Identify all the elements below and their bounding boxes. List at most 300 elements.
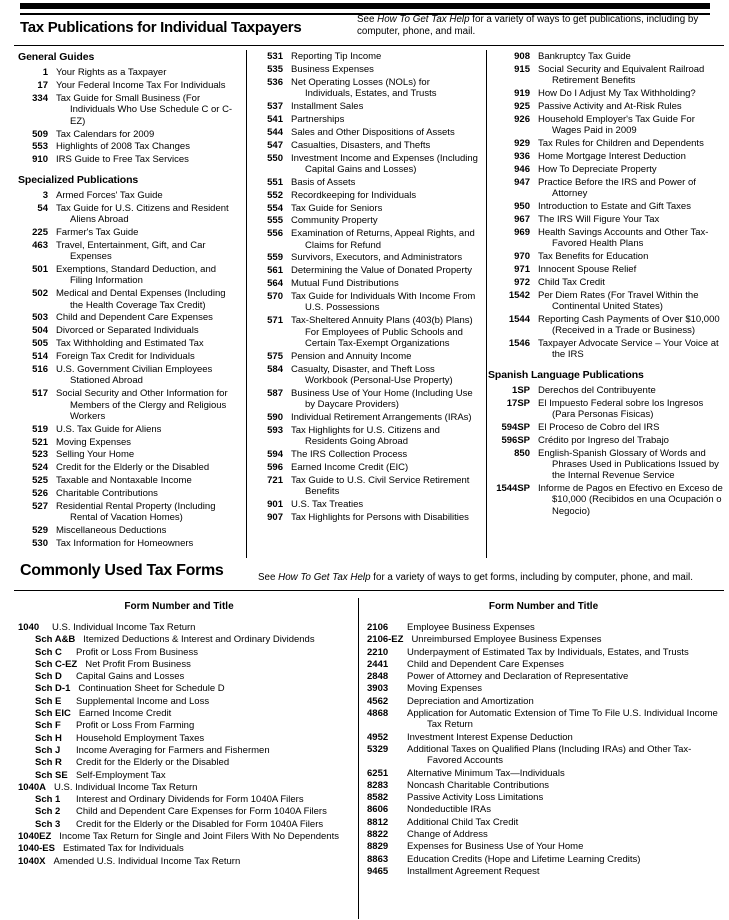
publication-item [253, 291, 479, 314]
form-item [18, 671, 346, 682]
publication-item [253, 51, 479, 62]
publication-item [488, 227, 726, 250]
publication-item [253, 388, 479, 411]
publication-item [488, 201, 726, 212]
publication-number: 551 [267, 176, 283, 188]
publication-number: 524 [32, 462, 48, 474]
publication-number: 1546 [508, 337, 530, 349]
form-number: 4562 [367, 695, 389, 707]
publication-item [253, 215, 479, 226]
publication-title: Miscellaneous Deductions [56, 525, 167, 537]
form-item [367, 647, 725, 658]
publications-column-1 [0, 51, 246, 551]
publication-number: 915 [514, 63, 530, 75]
note-italic-phrase: How To Get Tax Help [377, 14, 470, 25]
publication-number: 536 [267, 76, 283, 88]
publication-title: El Impuesto Federal sobre los Ingresos (Para Personas Fisicas) [538, 397, 704, 420]
publication-number: 850 [514, 447, 530, 459]
publication-number: 334 [32, 93, 48, 105]
publication-number: 54 [37, 202, 48, 214]
publication-number: 550 [267, 152, 283, 164]
publication-number: 587 [267, 387, 283, 399]
form-number: 8283 [367, 779, 389, 791]
publication-item [18, 424, 237, 435]
form-number: Sch F [35, 720, 61, 732]
form-number: 4868 [367, 708, 389, 720]
form-item [18, 622, 346, 633]
publication-item [18, 203, 237, 226]
form-title: Itemized Deductions & Interest and Ordinary Dividends [83, 634, 315, 646]
publication-title: Crédito por Ingreso del Trabajo [538, 434, 669, 446]
publication-number: 947 [514, 176, 530, 188]
form-number: Sch J [35, 744, 61, 756]
publication-item [488, 385, 726, 396]
form-number: Sch D-1 [35, 683, 71, 695]
publication-item [253, 153, 479, 176]
publication-title: U.S. Tax Treaties [291, 499, 364, 511]
form-number: 8606 [367, 804, 389, 816]
publication-number: 593 [267, 424, 283, 436]
form-item [367, 768, 725, 779]
publication-title: U.S. Tax Guide for Aliens [56, 423, 162, 435]
publication-item [253, 449, 479, 460]
publication-title: Basis of Assets [291, 176, 356, 188]
publication-number: 901 [267, 499, 283, 511]
form-number: Sch C [35, 646, 62, 658]
form-item [18, 720, 346, 731]
publication-item [488, 88, 726, 99]
forms-column-header-left: Form Number and Title [124, 601, 234, 612]
publication-item [488, 448, 726, 482]
publication-number: 526 [32, 488, 48, 500]
form-number: 8822 [367, 829, 389, 841]
publication-number: 547 [267, 139, 283, 151]
form-number: Sch 1 [35, 794, 61, 806]
publication-number: 1SP [512, 384, 530, 396]
publication-title: Pension and Annuity Income [291, 350, 412, 362]
publication-item [253, 512, 479, 523]
form-item [18, 782, 346, 793]
publication-number: 969 [514, 226, 530, 238]
publication-title: Foreign Tax Credit for Individuals [56, 351, 195, 363]
form-title: Investment Interest Expense Deduction [407, 731, 573, 743]
form-number: 1040 [18, 622, 40, 633]
publication-number: 571 [267, 315, 283, 327]
publication-number: 556 [267, 228, 283, 240]
publication-title: Tax Guide to U.S. Civil Service Retirement Benefits [291, 474, 470, 498]
publication-item [18, 129, 237, 140]
publication-number: 514 [32, 351, 48, 363]
form-title: Power of Attorney and Declaration of Representative [407, 671, 629, 683]
form-number: Sch C-EZ [35, 658, 78, 670]
publication-title: Recordkeeping for Individuals [291, 189, 417, 201]
form-item [18, 843, 346, 854]
publication-item [488, 177, 726, 200]
form-item [367, 841, 725, 852]
publication-title: English-Spanish Glossary of Words and Phrases Used in Publications Issued by the Internal Revenue Service [538, 447, 719, 482]
publication-title: Highlights of 2008 Tax Changes [56, 141, 190, 153]
publication-number: 1544 [508, 313, 530, 325]
publication-title: Per Diem Rates (For Travel Within the Continental United States) [538, 289, 699, 312]
publication-item [488, 164, 726, 175]
form-item [367, 854, 725, 865]
form-number: Sch 2 [35, 806, 61, 818]
publication-number: 970 [514, 250, 530, 262]
form-title: Child and Dependent Care Expenses [407, 658, 564, 670]
publication-title: Casualties, Disasters, and Thefts [291, 139, 431, 151]
publication-title: Tax-Sheltered Annuity Plans (403(b) Plans) For Employees of Public Schools and Certain Tax-Exempt Organizations [291, 315, 473, 349]
publication-title: Tax Withholding and Estimated Tax [56, 338, 204, 350]
publication-number: 552 [267, 189, 283, 201]
publication-title: Household Employer's Tax Guide For Wages Paid in 2009 [538, 113, 695, 137]
publication-number: 501 [32, 264, 48, 276]
form-number: 2106 [367, 622, 389, 633]
publication-title: Residential Rental Property (Including Rental of Vacation Homes) [56, 501, 216, 524]
publication-item [18, 227, 237, 238]
form-number: Sch EIC [35, 708, 71, 720]
publication-title: Tax Highlights for Persons with Disabilities [291, 512, 469, 524]
publication-title: Social Security and Other Information for Members of the Clergy and Religious Workers [56, 388, 228, 422]
publication-item [488, 64, 726, 87]
form-item [367, 792, 725, 803]
publication-item [18, 288, 237, 311]
form-number: Sch R [35, 757, 62, 769]
publication-title: Passive Activity and At-Risk Rules [538, 100, 682, 112]
publication-item [488, 314, 726, 337]
form-item [18, 683, 346, 694]
form-title: Underpayment of Estimated Tax by Individuals, Estates, and Trusts [407, 646, 689, 658]
publication-title: Social Security and Equivalent Railroad Retirement Benefits [538, 63, 705, 87]
publication-number: 967 [514, 213, 530, 225]
form-number: Sch E [35, 695, 62, 707]
form-title: Application for Automatic Extension of Time To File U.S. Individual Income Tax Return [407, 708, 718, 731]
form-item [367, 671, 725, 682]
publication-item [488, 114, 726, 137]
form-title: Installment Agreement Request [407, 865, 540, 877]
form-number: 8812 [367, 816, 389, 828]
publication-number: 519 [32, 423, 48, 435]
publication-title: Selling Your Home [56, 449, 135, 461]
form-number: Sch A&B [35, 634, 76, 646]
form-number: Sch 3 [35, 818, 61, 830]
publication-number: 555 [267, 215, 283, 227]
publications-list [0, 51, 729, 551]
publication-number: 926 [514, 113, 530, 125]
form-item [18, 806, 346, 817]
publication-number: 584 [267, 363, 283, 375]
form-number: 6251 [367, 767, 389, 779]
forms-list [0, 622, 729, 878]
form-title: Alternative Minimum Tax—Individuals [407, 767, 565, 779]
publication-title: Net Operating Losses (NOLs) for Individuals, Estates, and Trusts [291, 76, 437, 100]
note-prefix: See [357, 14, 378, 25]
publication-title: IRS Guide to Free Tax Services [56, 154, 189, 166]
publications-column-2 [246, 51, 486, 525]
publication-number: 936 [514, 150, 530, 162]
publication-item [18, 190, 237, 201]
note-italic-phrase: How To Get Tax Help [278, 572, 371, 583]
form-item [367, 804, 725, 815]
publication-title: Tax Guide for Small Business (For Individuals Who Use Schedule C or C-EZ) [56, 93, 233, 127]
publication-number: 505 [32, 338, 48, 350]
publication-title: Tax Calendars for 2009 [56, 128, 155, 140]
form-item [367, 817, 725, 828]
publication-item [488, 51, 726, 62]
form-title: Additional Taxes on Qualified Plans (Including IRAs) and Other Tax-Favored Accounts [407, 743, 692, 767]
publication-number: 463 [32, 239, 48, 251]
publication-title: Installment Sales [291, 100, 364, 112]
publication-number: 530 [32, 538, 48, 550]
publication-title: Business Use of Your Home (Including Use by Daycare Providers) [291, 387, 473, 411]
publication-title: Introduction to Estate and Gift Taxes [538, 200, 691, 212]
forms-column-2 [358, 622, 729, 878]
publication-number: 3 [42, 189, 48, 201]
publication-title: Farmer's Tax Guide [56, 227, 139, 239]
publication-title: Tax Guide for Individuals With Income From U.S. Possessions [291, 291, 476, 314]
form-item [18, 647, 346, 658]
publication-item [18, 312, 237, 323]
publication-title: Sales and Other Dispositions of Assets [291, 126, 455, 138]
publication-item [253, 351, 479, 362]
publication-number: 946 [514, 163, 530, 175]
publication-title: Health Savings Accounts and Other Tax-Favored Health Plans [538, 226, 709, 249]
form-title: Moving Expenses [407, 683, 482, 695]
publication-title: U.S. Government Civilian Employees Stationed Abroad [56, 364, 213, 387]
publication-number: 537 [267, 100, 283, 112]
form-title: Credit for the Elderly or the Disabled [76, 757, 230, 769]
publication-item [488, 264, 726, 275]
publication-title: Travel, Entertainment, Gift, and Car Expenses [56, 239, 206, 263]
publication-item [18, 338, 237, 349]
publication-item [488, 422, 726, 433]
publication-item [253, 252, 479, 263]
form-title: Amended U.S. Individual Income Tax Return [53, 855, 241, 867]
publication-title: Mutual Fund Distributions [291, 278, 399, 290]
publication-item [253, 278, 479, 289]
publication-item [18, 141, 237, 152]
publication-item [18, 462, 237, 473]
publication-number: 529 [32, 525, 48, 537]
form-title: Passive Activity Loss Limitations [407, 792, 544, 804]
form-title: Child and Dependent Care Expenses for Form 1040A Filers [76, 806, 327, 818]
publication-number: 504 [32, 325, 48, 337]
publication-item [253, 114, 479, 125]
form-item [18, 757, 346, 768]
publication-item [253, 101, 479, 112]
form-title: Estimated Tax for Individuals [62, 843, 184, 855]
form-title: Capital Gains and Losses [76, 671, 185, 683]
publication-title: Child Tax Credit [538, 276, 605, 288]
form-item [18, 745, 346, 756]
form-item [367, 732, 725, 743]
publication-item [253, 190, 479, 201]
publication-item [18, 488, 237, 499]
form-title: Additional Child Tax Credit [407, 816, 519, 828]
form-item [18, 733, 346, 744]
publication-title: Tax Highlights for U.S. Citizens and Residents Going Abroad [291, 424, 440, 448]
publication-title: Reporting Tip Income [291, 51, 382, 62]
publication-number: 503 [32, 312, 48, 324]
publication-number: 950 [514, 200, 530, 212]
forms-column-1 [0, 622, 358, 868]
form-number: 1040X [18, 855, 46, 867]
publication-title: The IRS Collection Process [291, 449, 408, 461]
publication-item [253, 499, 479, 510]
publication-title: The IRS Will Figure Your Tax [538, 213, 660, 225]
form-number: 8863 [367, 853, 389, 865]
publication-number: 971 [514, 263, 530, 275]
publication-number: 919 [514, 88, 530, 100]
form-item [18, 696, 346, 707]
form-number: 1040-ES [18, 843, 55, 855]
publication-number: 929 [514, 138, 530, 150]
form-item [18, 819, 346, 830]
publication-item [18, 364, 237, 387]
publication-title: Medical and Dental Expenses (Including the Health Coverage Tax Credit) [56, 288, 226, 311]
publication-item [488, 483, 726, 517]
publication-title: Divorced or Separated Individuals [56, 325, 199, 337]
publication-item [18, 325, 237, 336]
form-item [367, 708, 725, 731]
publication-item [253, 203, 479, 214]
form-item [367, 780, 725, 791]
form-item [18, 794, 346, 805]
form-number: 1040EZ [18, 831, 52, 843]
publication-item [488, 214, 726, 225]
publication-number: 535 [267, 63, 283, 75]
note-prefix: See [258, 572, 279, 583]
forms-column-headers [0, 601, 729, 612]
publication-number: 721 [267, 474, 283, 486]
publication-title: Credit for the Elderly or the Disabled [56, 462, 210, 474]
publication-item [253, 177, 479, 188]
publication-item [18, 525, 237, 536]
publication-number: 1544SP [496, 483, 530, 495]
publication-number: 594SP [501, 421, 530, 433]
form-title: Unreimbursed Employee Business Expenses [411, 634, 602, 646]
form-title: Depreciation and Amortization [407, 695, 534, 707]
form-number: Sch D [35, 671, 62, 683]
publication-title: Determining the Value of Donated Property [291, 265, 472, 277]
form-number: 4952 [367, 731, 389, 743]
publication-item [18, 501, 237, 524]
publication-number: 570 [267, 291, 283, 303]
publication-number: 590 [267, 412, 283, 424]
publication-item [253, 364, 479, 387]
publication-number: 972 [514, 276, 530, 288]
publication-item [253, 462, 479, 473]
publication-title: Child and Dependent Care Expenses [56, 312, 213, 324]
publication-title: Your Federal Income Tax For Individuals [56, 80, 226, 92]
publication-number: 525 [32, 475, 48, 487]
form-number: 2210 [367, 646, 389, 658]
pub-section-heading: Specialized Publications [18, 173, 139, 186]
publication-title: Community Property [291, 215, 378, 227]
publication-number: 17 [37, 80, 48, 92]
publication-number: 1 [42, 67, 48, 79]
publication-number: 521 [32, 436, 48, 448]
publication-title: Taxable and Nontaxable Income [56, 475, 192, 487]
publication-item [488, 251, 726, 262]
form-title: U.S. Individual Income Tax Return [54, 781, 198, 793]
publication-number: 516 [32, 364, 48, 376]
publication-item [253, 412, 479, 423]
publication-item [18, 475, 237, 486]
form-title: Change of Address [407, 829, 488, 841]
publication-item [18, 154, 237, 165]
publication-title: How Do I Adjust My Tax Withholding? [538, 88, 696, 100]
forms-note [258, 572, 724, 584]
publication-title: Survivors, Executors, and Administrators [291, 252, 463, 264]
publication-title: How To Depreciate Property [538, 163, 657, 175]
publication-title: Charitable Contributions [56, 488, 158, 500]
publication-number: 541 [267, 113, 283, 125]
publication-title: Moving Expenses [56, 436, 131, 448]
publication-title: Examination of Returns, Appeal Rights, and Claims for Refund [291, 228, 475, 251]
publications-note [357, 14, 723, 38]
form-item [18, 856, 346, 867]
publication-number: 910 [32, 154, 48, 166]
publication-number: 527 [32, 501, 48, 513]
publication-item [18, 240, 237, 263]
form-item [367, 659, 725, 670]
form-title: Profit or Loss From Business [76, 646, 198, 658]
form-number: 5329 [367, 743, 389, 755]
publication-item [253, 265, 479, 276]
form-title: Income Averaging for Farmers and Fishermen [76, 744, 270, 756]
form-title: Income Tax Return for Single and Joint Filers With No Dependents [59, 831, 339, 843]
publication-title: Innocent Spouse Relief [538, 263, 637, 275]
publication-number: 225 [32, 227, 48, 239]
form-item [367, 866, 725, 877]
publication-title: Individual Retirement Arrangements (IRAs) [291, 412, 472, 424]
form-item [367, 634, 725, 645]
publication-item [253, 228, 479, 251]
header-rule [14, 45, 724, 46]
form-title: Earned Income Credit [78, 708, 172, 720]
form-item [367, 683, 725, 694]
form-item [18, 770, 346, 781]
publication-number: 523 [32, 449, 48, 461]
form-number: 2848 [367, 671, 389, 683]
forms-rule [14, 590, 724, 591]
publication-item [18, 437, 237, 448]
publication-item [18, 93, 237, 127]
publication-item [488, 290, 726, 313]
publication-number: 596SP [501, 434, 530, 446]
publication-title: Informe de Pagos en Efectivo en Exceso de $10,000 (Recibidos en una Ocupación o Negocio) [538, 483, 723, 517]
publication-item [18, 264, 237, 287]
publication-item [18, 80, 237, 91]
form-title: Education Credits (Hope and Lifetime Learning Credits) [407, 853, 641, 865]
publication-title: Partnerships [291, 113, 345, 125]
form-title: Employee Business Expenses [407, 622, 535, 633]
form-number: 8582 [367, 792, 389, 804]
publication-number: 17SP [506, 397, 530, 409]
publication-title: Home Mortgage Interest Deduction [538, 150, 686, 162]
form-title: Nondeductible IRAs [407, 804, 491, 816]
publication-number: 544 [267, 126, 283, 138]
form-item [367, 622, 725, 633]
publication-number: 554 [267, 202, 283, 214]
form-title: Supplemental Income and Loss [76, 695, 210, 707]
pub-section-heading: Spanish Language Publications [488, 368, 644, 381]
form-item [18, 831, 346, 842]
publication-number: 502 [32, 288, 48, 300]
form-number: 3903 [367, 683, 389, 695]
publication-title: El Proceso de Cobro del IRS [538, 421, 660, 433]
publication-item [488, 277, 726, 288]
